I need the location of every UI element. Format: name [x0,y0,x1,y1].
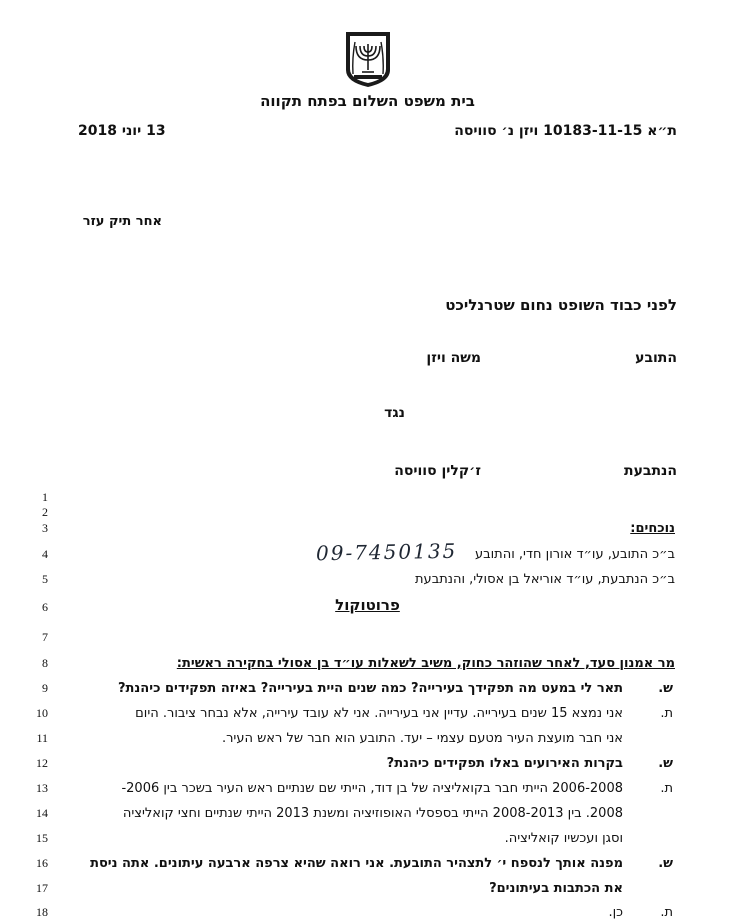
protocol-title: פרוטוקול [335,596,400,614]
judge-line: לפני כבוד השופט נחום שטרנליכט [445,296,677,314]
present-plaintiff-line: ב״כ התובע, עו״ד אורון חדי, והתובע [474,547,675,562]
answer-marker: ת. [660,781,673,796]
line-number: 7 [42,630,48,644]
line-number: 1 [42,490,48,504]
line-number: 14 [36,806,48,820]
line-number: 11 [36,731,48,745]
plaintiff-name: משה ויזן [426,350,481,366]
plaintiff-label: התובע [635,350,677,366]
line-number: 5 [42,572,48,586]
answer-marker: ת. [660,905,673,920]
handwritten-phone-note: 09-7450135 [315,538,458,566]
question-text: תאר לי במעט מה תפקידך בעירייה? כמה שנים היית בעירייה? באיזה תפקידים כיהנת? [118,681,623,696]
defendant-label: הנתבעת [624,463,677,479]
question-marker: ש. [658,756,673,771]
answer-text: וסגן ועכשיו קואליציה. [504,831,623,846]
case-title: ת״א 10183-11-15 ויזן נ׳ סוויסה [454,123,677,139]
line-number: 2 [42,505,48,519]
answer-marker: ת. [660,706,673,721]
answer-text: כן. [608,905,623,920]
line-number: 17 [36,881,48,895]
line-number: 3 [42,521,48,535]
line-number: 13 [36,781,48,795]
question-text: בקרות האירועים באלו תפקידים כיהנת? [386,756,623,771]
present-defendant-line: ב״כ הנתבעת, עו״ד אוריאל בן אסולי, והנתבעת [415,572,675,587]
line-number: 18 [36,905,48,919]
line-number: 8 [42,656,48,670]
line-number: 6 [42,600,48,614]
after-file-note: אחר תיק עזר [82,214,162,229]
state-emblem-icon [340,30,396,88]
question-marker: ש. [658,681,673,696]
line-number: 15 [36,831,48,845]
line-number: 4 [42,547,48,561]
answer-text: אני חבר מועצת העיר מטעם עצמי – יעד. התובע הוא חבר של ראש העיר. [221,731,623,746]
answer-text: 2008. בין 2008-2013 הייתי בספסלי האופוזיציה ומשנת 2013 הייתי שנתיים וחצי קואליציה [122,806,623,821]
line-number: 12 [36,756,48,770]
defendant-name: ז׳קלין סוויסה [394,463,481,479]
answer-text: 2006-2008 הייתי חבר בקואליציה של בן דוד, הייתי שם שנתיים ראש העיר בשכר בין 2006- [121,781,623,796]
line-number: 16 [36,856,48,870]
question-text: את הכתבות בעיתונים? [489,881,623,896]
answer-text: אני נמצא 15 שנים בעירייה. עדיין אני בעירייה. אני לא עובד עירייה, אלא נבחר ציבור. היום [135,706,623,721]
line-number: 10 [36,706,48,720]
court-name: בית משפט השלום בפתח תקווה [260,92,475,110]
witness-intro: מר אמנון סעד, לאחר שהוזהר כחוק, משיב לשאלות עו״ד בן אסולי בחקירה ראשית: [176,656,675,671]
line-number: 9 [42,681,48,695]
hearing-date: 13 יוני 2018 [78,123,166,139]
present-heading: נוכחים: [630,521,675,536]
question-text: מפנה אותך לנספח י׳ לתצהיר התובעת. אני רואה שהיא צרפה ארבעה עיתונים. אתה ניסת [90,856,623,871]
question-marker: ש. [658,856,673,871]
versus-label: נגד [384,405,405,421]
